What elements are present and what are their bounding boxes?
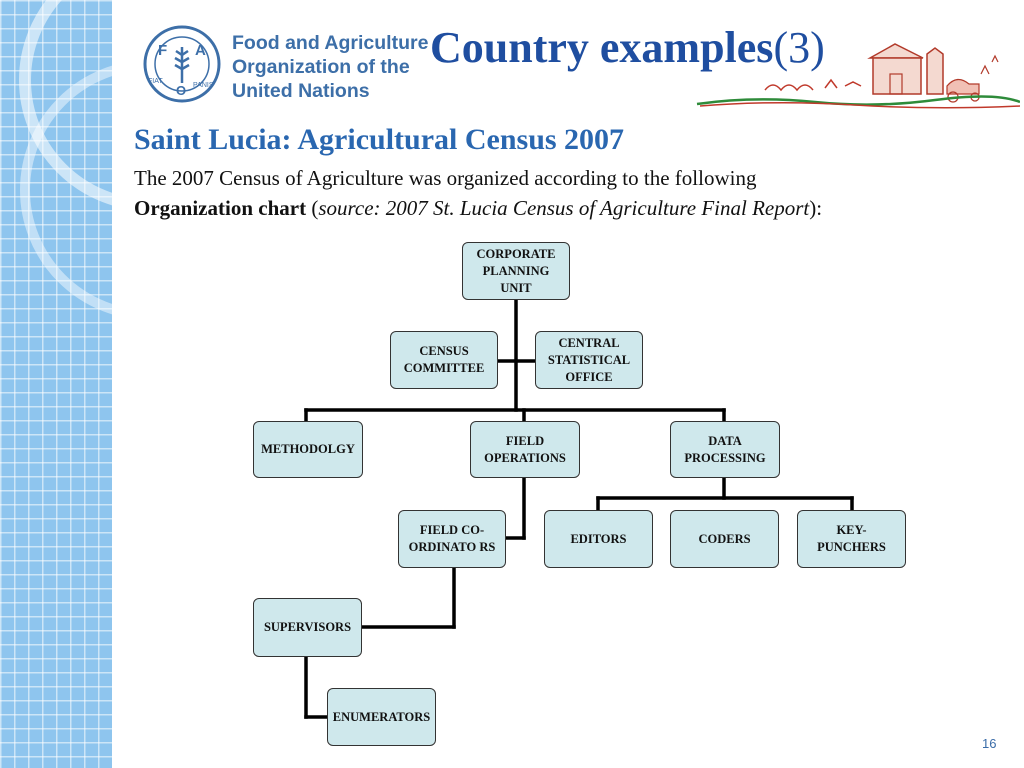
logo-ring-right: PANIS xyxy=(193,82,214,89)
paren-close: ): xyxy=(809,196,823,220)
box-keypunchers: KEY- PUNCHERS xyxy=(797,510,906,568)
box-supervisors: SUPERVISORS xyxy=(253,598,362,657)
box-field-coordinators: FIELD CO- ORDINATO RS xyxy=(398,510,506,568)
box-editors: EDITORS xyxy=(544,510,653,568)
org-name-line-3: United Nations xyxy=(232,80,370,102)
paren-open: ( xyxy=(306,196,319,220)
box-central-statistical-office: CENTRAL STATISTICAL OFFICE xyxy=(535,331,643,389)
box-census-committee: CENSUS COMMITTEE xyxy=(390,331,498,389)
box-enumerators: ENUMERATORS xyxy=(327,688,436,746)
org-chart-label: Organization chart xyxy=(134,196,307,220)
box-corporate-planning-unit: CORPORATE PLANNING UNIT xyxy=(462,242,570,300)
slide-title-text: Country examples xyxy=(430,23,774,72)
section-heading: Saint Lucia: Agricultural Census 2007 xyxy=(134,123,625,156)
logo-letter-a: A xyxy=(195,42,206,59)
box-methodology: METHODOLGY xyxy=(253,421,363,478)
page-number: 16 xyxy=(982,736,997,751)
logo-letter-f: F xyxy=(158,42,168,59)
source-citation: source: 2007 St. Lucia Census of Agriculture Final Report xyxy=(318,196,810,220)
box-coders: CODERS xyxy=(670,510,779,568)
box-data-processing: DATA PROCESSING xyxy=(670,421,780,478)
logo-letter-o: O xyxy=(176,83,187,98)
org-name-line-1: Food and Agriculture xyxy=(232,32,429,54)
logo-ring-left: FIAT xyxy=(148,78,163,85)
slide-title-suffix: (3) xyxy=(773,23,825,72)
org-name-line-2: Organization of the xyxy=(232,56,410,78)
intro-text: The 2007 Census of Agriculture was organized according to the following xyxy=(134,166,757,190)
box-field-operations: FIELD OPERATIONS xyxy=(470,421,580,478)
